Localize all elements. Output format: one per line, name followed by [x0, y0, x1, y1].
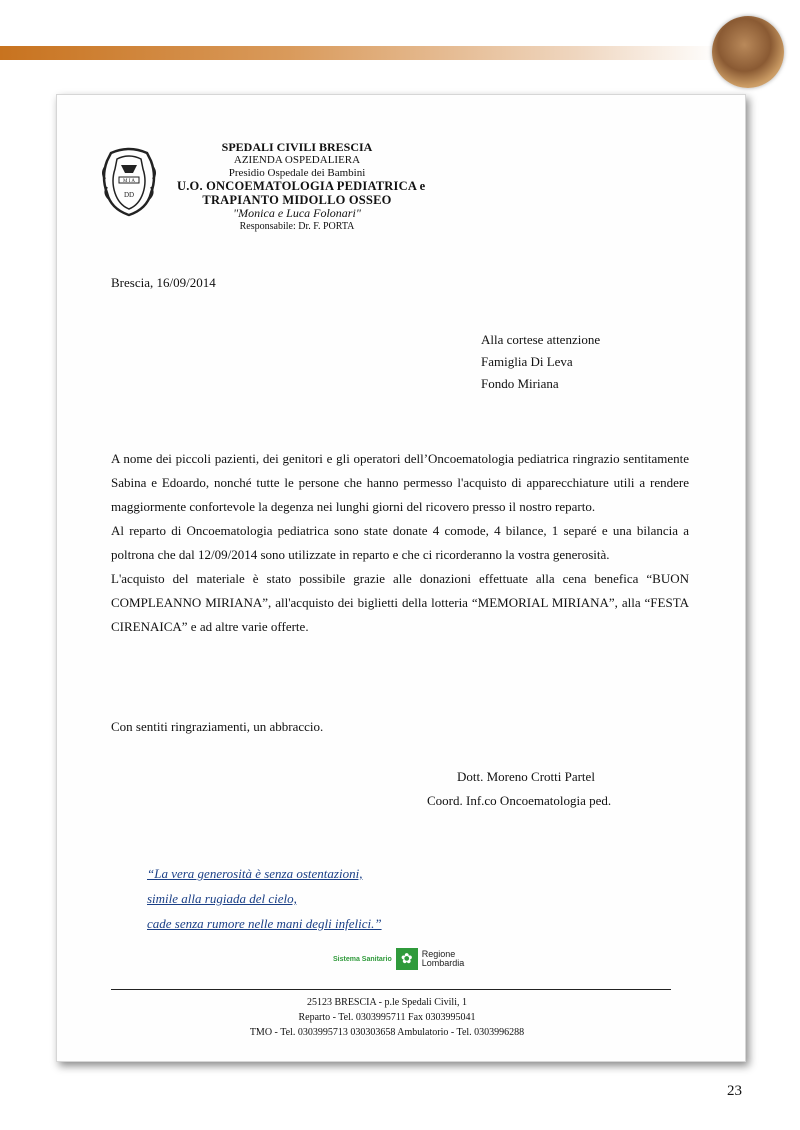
body-paragraph-3: L'acquisto del materiale è stato possibile grazie alle donazioni effettuate alla cena benefica “BUON COMPLEANNO MIRIANA”, all'acquisto dei biglietti della lotteria “MEMORIAL MIRIANA”, alla “FESTA CIRENAICA” e ad altre varie offerte. [111, 571, 689, 634]
portrait-medallion-icon [712, 16, 784, 88]
signature-title: Coord. Inf.co Oncoematologia ped. [427, 793, 612, 808]
region-name [422, 950, 465, 968]
body-paragraph-2: Al reparto di Oncoematologia pediatrica sono state donate 4 comode, 4 bilance, 1 separé e una bilancia a poltrona che dal 12/09/2014 sono utilizzate in reparto e che ci ricorderanno la vostra generosità. [111, 523, 689, 562]
body-paragraph-1: A nome dei piccoli pazienti, dei genitori e gli operatori dell’Oncoematologia pediatrica ringrazio sentitamente Sabina e Edoardo, nonché tutte le persone che hanno permesso l'acquisto di apparecchiature utili a rendere maggiormente confortevole la degenza nei lunghi giorni del ricovero presso il nostro reparto. [111, 451, 689, 514]
quote-line-3: cade senza rumore nelle mani degli infelici.” [147, 916, 382, 931]
region-name-line-2: Lombardia [421, 958, 465, 968]
decorative-top-bar [0, 46, 720, 60]
letter-body [111, 447, 689, 639]
recipient-block [481, 329, 600, 395]
letter-page [56, 94, 746, 1062]
hospital-crest-icon [101, 147, 157, 217]
region-name-line-1: Regione [421, 949, 456, 959]
recipient-line-1: Alla cortese attenzione [481, 332, 601, 347]
quote-line-2: simile alla rugiada del cielo, [147, 891, 297, 906]
signature-block [427, 765, 611, 813]
footer-line-3: TMO - Tel. 0303995713 030303658 Ambulatorio - Tel. 0303996288 [249, 1027, 525, 1038]
letter-date: Brescia, 16/09/2014 [111, 275, 216, 290]
footer-line-2: Reparto - Tel. 0303995711 Fax 0303995041 [298, 1012, 476, 1023]
recipient-line-3: Fondo Miriana [481, 376, 559, 391]
recipient-line-2: Famiglia Di Leva [481, 354, 573, 369]
quote-line-1: “La vera generosità è senza ostentazioni, [147, 866, 363, 881]
footer-divider [111, 989, 671, 990]
letterhead-line-4: U.O. ONCOEMATOLOGIA PEDIATRICA e [177, 179, 426, 194]
closing-line: Con sentiti ringraziamenti, un abbraccio. [111, 719, 324, 734]
crest-text: M I A [123, 179, 135, 184]
crest-subtext: DD [123, 191, 135, 199]
letterhead-line-5: TRAPIANTO MIDOLLO OSSEO [202, 193, 392, 208]
letterhead-line-1: SPEDALI CIVILI BRESCIA [221, 140, 373, 154]
footer-line-1: 25123 BRESCIA - p.le Spedali Civili, 1 [306, 997, 467, 1008]
region-small-text: Sistema Sanitario [333, 955, 392, 963]
letter-footer [207, 995, 567, 1040]
signature-name: Dott. Moreno Crotti Partel [457, 769, 595, 784]
letterhead-line-2: AZIENDA OSPEDALIERA [233, 154, 361, 167]
letterhead-line-6: "Monica e Luca Folonari" [233, 206, 361, 221]
page-number: 23 [727, 1083, 742, 1099]
quote-block [147, 861, 382, 936]
letterhead [177, 140, 426, 232]
letterhead-line-3: Presidio Ospedale dei Bambini [228, 166, 366, 179]
letterhead-responsible: Responsabile: Dr. F. PORTA [239, 220, 355, 232]
lombardy-rose-icon: ✿ [396, 948, 418, 970]
region-lombardia-logo [333, 947, 464, 971]
